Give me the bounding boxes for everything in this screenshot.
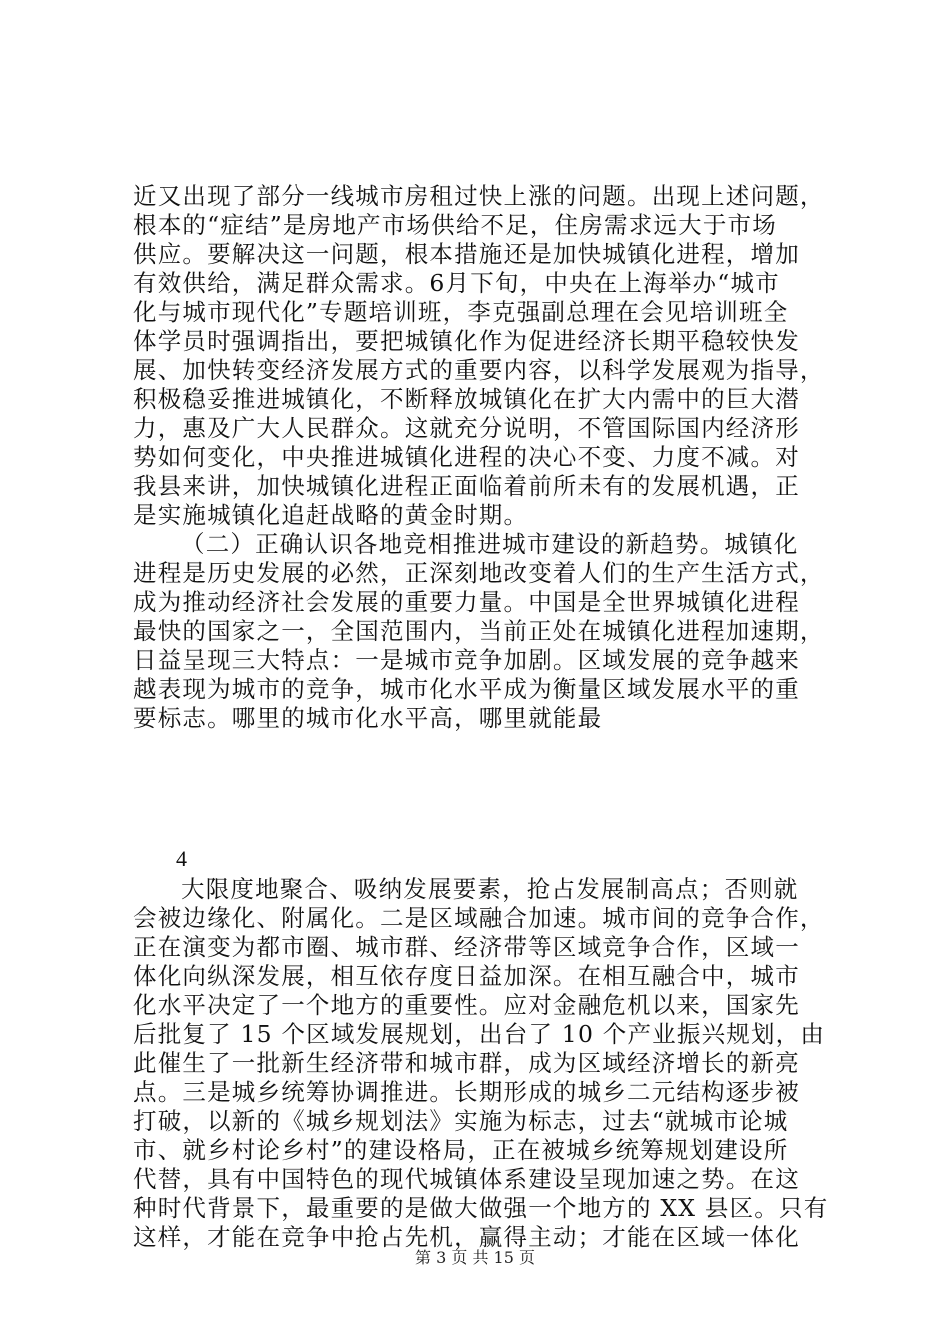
text-line: 力，惠及广大人民群众。这就充分说明，不管国际国内经济形 (133, 414, 800, 442)
text-line: 日益呈现三大特点：一是城市竞争加剧。区域发展的竞争越来 (133, 646, 800, 674)
text-line: 我县来讲，加快城镇化进程正面临着前所未有的发展机遇，正 (133, 472, 800, 500)
text-line: 市、就乡村论乡村”的建设格局，正在被城乡统筹规划建设所 (133, 1136, 789, 1164)
text-line: 有效供给，满足群众需求。6月下旬，中央在上海举办“城市 (133, 269, 780, 297)
text-line: 积极稳妥推进城镇化，不断释放城镇化在扩大内需中的巨大潜 (133, 385, 800, 413)
page-footer: 第 3 页 共 15 页 (415, 1248, 535, 1267)
text-line: 打破，以新的《城乡规划法》实施为标志，过去“就城市论城 (133, 1107, 789, 1135)
text-line: 点。三是城乡统筹协调推进。长期形成的城乡二元结构逐步被 (133, 1078, 800, 1106)
text-line: 势如何变化，中央推进城镇化进程的决心不变、力度不减。对 (133, 443, 800, 471)
text-line: 最快的国家之一，全国范围内，当前正处在城镇化进程加速期， (133, 617, 825, 645)
text-line: 体学员时强调指出，要把城镇化作为促进经济长期平稳较快发 (133, 327, 800, 355)
section-heading-line: （二）正确认识各地竞相推进城市建设的新趋势。城镇化 (181, 530, 799, 558)
text-line: 正在演变为都市圈、城市群、经济带等区域竞争合作，区域一 (133, 933, 800, 961)
inline-page-number: 4 (176, 846, 187, 871)
text-line: 根本的“症结”是房地产市场供给不足，住房需求远大于市场 (133, 211, 777, 239)
text-line: 体化向纵深发展，相互依存度日益加深。在相互融合中，城市 (133, 962, 800, 990)
text-line: 是实施城镇化追赶战略的黄金时期。 (133, 501, 529, 529)
text-line: 要标志。哪里的城市化水平高，哪里就能最 (133, 704, 603, 732)
text-line: 会被边缘化、附属化。二是区域融合加速。城市间的竞争合作， (133, 904, 825, 932)
text-line: 越表现为城市的竞争，城市化水平成为衡量区域发展水平的重 (133, 675, 800, 703)
text-line: 代替，具有中国特色的现代城镇体系建设呈现加速之势。在这 (133, 1165, 800, 1193)
text-line: 成为推动经济社会发展的重要力量。中国是全世界城镇化进程 (133, 588, 800, 616)
text-line: 展、加快转变经济发展方式的重要内容，以科学发展观为指导， (133, 356, 825, 384)
text-line: 进程是历史发展的必然，正深刻地改变着人们的生产生活方式， (133, 559, 825, 587)
text-line: 近又出现了部分一线城市房租过快上涨的问题。出现上述问题， (133, 182, 825, 210)
text-line: 大限度地聚合、吸纳发展要素，抢占发展制高点；否则就 (181, 875, 799, 903)
text-line: 这样，才能在竞争中抢占先机，赢得主动；才能在区域一体化 (133, 1223, 800, 1251)
text-line: 化水平决定了一个地方的重要性。应对金融危机以来，国家先 (133, 991, 800, 1019)
text-line: 后批复了 15 个区域发展规划，出台了 10 个产业振兴规划，由 (133, 1020, 826, 1048)
text-line: 供应。要解决这一问题，根本措施还是加快城镇化进程，增加 (133, 240, 800, 268)
text-line: 化与城市现代化”专题培训班，李克强副总理在会见培训班全 (133, 298, 789, 326)
text-line: 种时代背景下，最重要的是做大做强一个地方的 XX 县区。只有 (133, 1194, 829, 1222)
text-line: 此催生了一批新生经济带和城市群，成为区域经济增长的新亮 (133, 1049, 800, 1077)
